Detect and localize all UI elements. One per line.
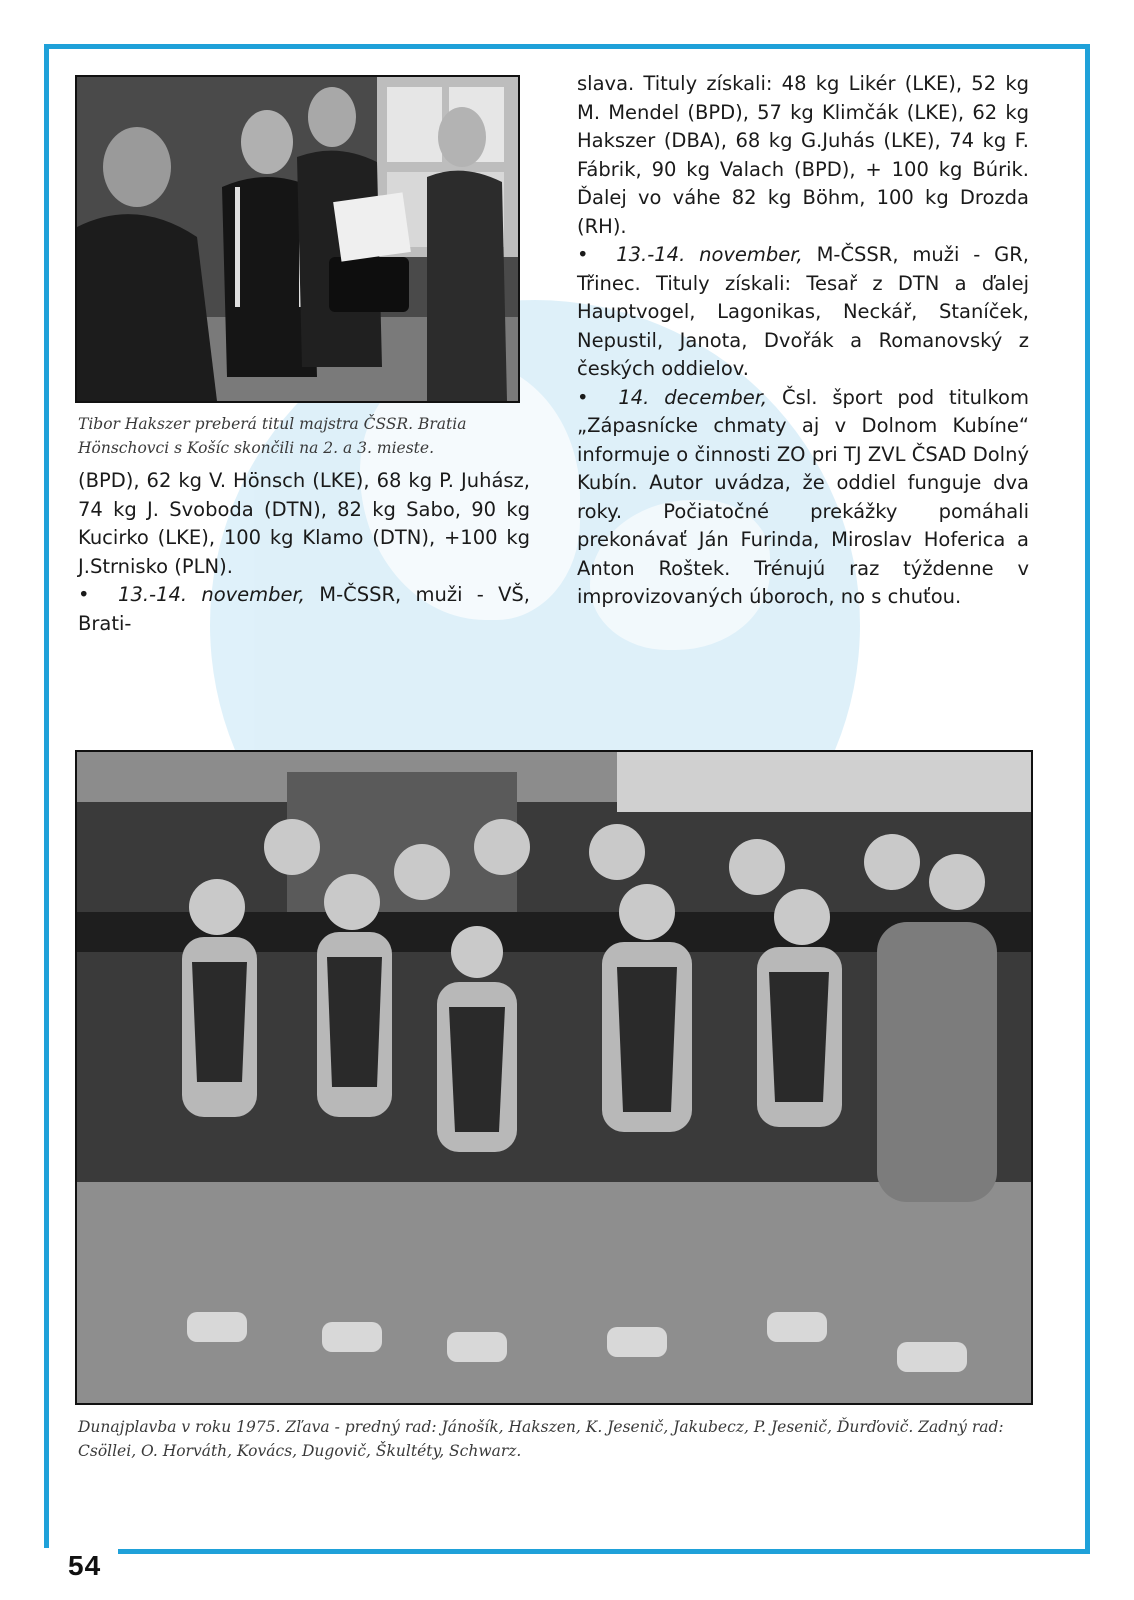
team-photo-illustration — [77, 752, 1031, 1403]
event-entry: • 13.-14. november, M-ČSSR, muži - GR, Třinec. Tituly získali: Tesař z DTN a ďalej Hauptvogel, Lagonikas, Neckář, Staníček, Nepustil, Janota, Dvořák a Romanovský z českých oddielov. — [577, 243, 1029, 380]
page-number: 54 — [68, 1550, 102, 1581]
event-text: Čsl. šport pod titulkom „Zápasnícke chmaty aj v Dolnom Kubíne“ informuje o činnosti ZO pri TJ ZVL ČSAD Dolný Kubín. Autor uvádza, že oddiel funguje dva roky. Počiatočné prekážky pomáhali prekonávať Ján Furinda, Miroslav Hoferica a Anton Roštek. Trénujú raz týždenne v improvizovaných úboroch, no s chuťou. — [577, 385, 1029, 608]
event-entry: • 14. december, Čsl. šport pod titulkom „Zápasnícke chmaty aj v Dolnom Kubíne“ informuje o činnosti ZO pri TJ ZVL ČSAD Dolný Kubín. Autor uvádza, že oddiel funguje dva roky. Počiatočné prekážky pomáhali prekonávať Ján Furinda, Miroslav Hoferica a Anton Roštek. Trénujú raz týždenne v improvizovaných úboroch, no s chuťou. — [577, 385, 1029, 608]
event-date: 14. december, — [618, 385, 768, 409]
results-paragraph: slava. Tituly získali: 48 kg Likér (LKE), 52 kg M. Mendel (BPD), 57 kg Klimčák (LKE), 62 kg Hakszer (DBA), 68 kg G.Juhás (LKE), 74 kg F. Fábrik, 90 kg Valach (BPD), + 100 kg Búrik. Ďalej vo váhe 82 kg Böhm, 100 kg Drozda (RH). — [577, 72, 1029, 238]
award-ceremony-photo — [75, 75, 520, 403]
team-photo — [75, 750, 1033, 1405]
results-paragraph: (BPD), 62 kg V. Hönsch (LKE), 68 kg P. Juhász, 74 kg J. Svoboda (DTN), 82 kg Sabo, 90 kg Kucirko (LKE), 100 kg Klamo (DTN), +100 kg J.Strnisko (PLN). — [78, 469, 530, 578]
event-date: 13.-14. november, — [118, 583, 305, 606]
event-text: M-ČSSR, muži - VŠ, Brati- — [78, 583, 530, 635]
event-entry: • 13.-14. november, M-ČSSR, muži - VŠ, Brati- — [78, 583, 530, 635]
award-ceremony-illustration — [77, 77, 518, 401]
left-text-column — [78, 467, 530, 638]
award-photo-caption: Tibor Hakszer preberá titul majstra ČSSR. Bratia Hönschovci s Košíc skončili na 2. a 3. mieste. — [78, 415, 467, 457]
event-text: M-ČSSR, muži - GR, Třinec. Tituly získali: Tesař z DTN a ďalej Hauptvogel, Lagonikas, Neckář, Staníček, Nepustil, Janota, Dvořák a Romanovský z českých oddielov. — [577, 243, 1029, 380]
team-photo-caption: Dunajplavba v roku 1975. Zľava - predný rad: Jánošík, Hakszen, K. Jesenič, Jakubecz, P. Jesenič, Ďurďovič. Zadný rad: Csöllei, O. Horváth, Kovács, Dugovič, Škultéty, Schwarz. — [78, 1418, 1004, 1460]
event-date: 13.-14. november, — [616, 243, 803, 266]
right-text-column — [577, 70, 1029, 612]
